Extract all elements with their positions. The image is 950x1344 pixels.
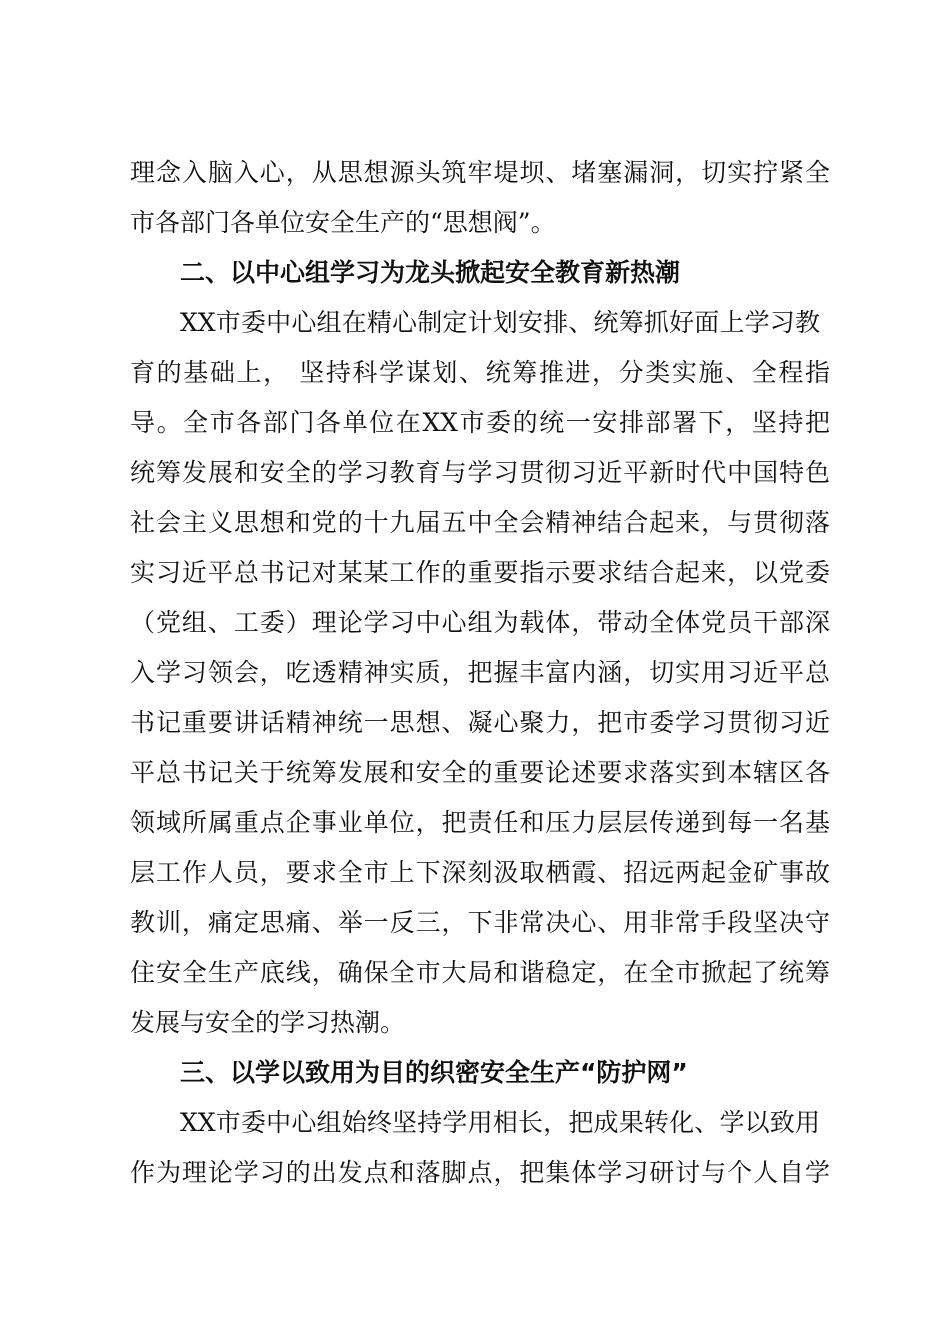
- paragraph-line: 育的基础上， 坚持科学谋划、统筹推进，分类实施、全程指: [130, 358, 830, 387]
- paragraph-line: 实习近平总书记对某某工作的重要指示要求结合起来，以党委: [130, 558, 830, 587]
- paragraph-line: 发展与安全的学习热潮。: [130, 1008, 406, 1037]
- paragraph-line: 领域所属重点企事业单位，把责任和压力层层传递到每一名基: [130, 808, 830, 837]
- paragraph-line: 层工作人员，要求全市上下深刻汲取栖霞、招远两起金矿事故: [130, 858, 830, 887]
- paragraph-line: 平总书记关于统筹发展和安全的重要论述要求落实到本辖区各: [130, 758, 830, 787]
- paragraph-line: XX市委中心组始终坚持学用相长，把成果转化、学以致用: [180, 1108, 820, 1137]
- section-heading-3: 三、以学以致用为目的织密安全生产“防护网”: [180, 1058, 688, 1087]
- paragraph-line: XX市委中心组在精心制定计划安排、统筹抓好面上学习教: [180, 308, 820, 337]
- paragraph-line: 市各部门各单位安全生产的“思想阀”。: [130, 208, 556, 237]
- section-heading-2: 二、以中心组学习为龙头掀起安全教育新热潮: [180, 258, 681, 287]
- paragraph-line: 作为理论学习的出发点和落脚点，把集体学习研讨与个人自学: [130, 1158, 830, 1187]
- paragraph-line: （党组、工委）理论学习中心组为载体，带动全体党员干部深: [130, 608, 830, 637]
- paragraph-line: 入学习领会，吃透精神实质，把握丰富内涵，切实用习近平总: [130, 658, 830, 687]
- paragraph-line: 统筹发展和安全的学习教育与学习贯彻习近平新时代中国特色: [130, 458, 830, 487]
- paragraph-line: 社会主义思想和党的十九届五中全会精神结合起来，与贯彻落: [130, 508, 830, 537]
- paragraph-line: 教训，痛定思痛、举一反三，下非常决心、用非常手段坚决守: [130, 908, 830, 937]
- paragraph-line: 住安全生产底线，确保全市大局和谐稳定，在全市掀起了统筹: [130, 958, 830, 987]
- paragraph-line: 理念入脑入心，从思想源头筑牢堤坝、堵塞漏洞，切实拧紧全: [130, 158, 830, 187]
- paragraph-line: 书记重要讲话精神统一思想、凝心聚力，把市委学习贯彻习近: [130, 708, 830, 737]
- paragraph-line: 导。全市各部门各单位在XX市委的统一安排部署下，坚持把: [130, 408, 830, 437]
